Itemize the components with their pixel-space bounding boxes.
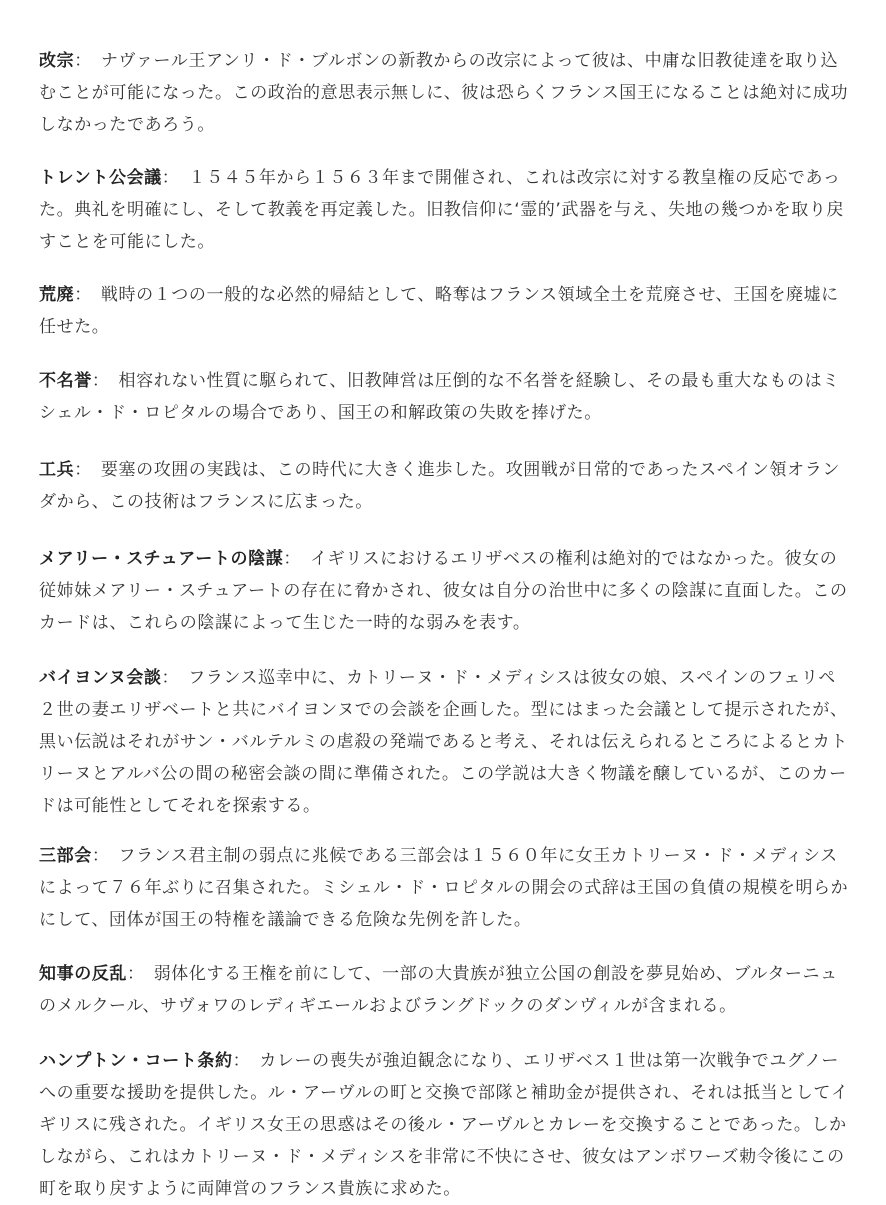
entry-description: フランス巡幸中に、カトリーヌ・ド・メディシスは彼女の娘、スペインのフェリペ２世の妻エリザベートと共にバイヨンヌでの会談を企画した。型にはまった会議として提示されたが、黒い伝説はそれがサン・バルテルミの虐殺の発端であると考え、それは伝えられるところによるとカトリーヌとアルバ公の間の秘密会談の間に準備された。この学説は大きく物議を醸しているが、このカードは可能性としてそれを探索する。 [39, 668, 848, 816]
entry-separator: ： [283, 549, 311, 569]
glossary-entry-engineers [39, 454, 851, 518]
entry-description: ナヴァール王アンリ・ド・ブルボンの新教からの改宗によって彼は、中庸な旧教徒達を取り込むことが可能になった。この政治的意思表示無しに、彼は恐らくフランス国王になることは絶対に成功しなかったであろう。 [39, 51, 849, 135]
entry-term: 三部会 [39, 846, 92, 866]
entry-description: １５４５年から１５６３年まで開催され、これは改宗に対する教皇権の反応であった。典礼を明確にし、そして教義を再定義した。旧教信仰に‘霊的’武器を与え、失地の幾つかを取り戻すことを可能にした。 [39, 168, 845, 252]
entry-description: 要塞の攻囲の実践は、この時代に大きく進歩した。攻囲戦が日常的であったスペイン領オランダから、この技術はフランスに広まった。 [39, 460, 840, 512]
glossary-entry-council-of-trent [39, 162, 851, 258]
entry-description: 戦時の１つの一般的な必然的帰結として、略奪はフランス領域全土を荒廃させ、王国を廃墟に任せた。 [39, 285, 839, 337]
entry-term: 荒廃 [39, 285, 75, 305]
glossary-entry-treaty-of-hampton-court [39, 1045, 851, 1205]
entry-term: バイヨンヌ会談 [39, 668, 162, 688]
glossary-entry-conversion [39, 45, 851, 141]
entry-separator: ： [91, 846, 119, 866]
entry-term: トレント公会議 [39, 168, 162, 188]
entry-term: 不名誉 [39, 371, 92, 391]
glossary-entry-disgrace [39, 365, 851, 429]
entry-separator: ： [74, 460, 101, 480]
entry-description: カレーの喪失が強迫観念になり、エリザベス１世は第一次戦争でユグノーへの重要な援助を提供した。ル・アーヴルの町と交換で部隊と補助金が提供され、それは抵当としてイギリスに残された。イギリス女王の思惑はその後ル・アーヴルとカレーを交換することであった。しかしながら、これはカトリーヌ・ド・メディシスを非常に不快にさせ、彼女はアンボワーズ勅令後にこの町を取り戻すように両陣営のフランス貴族に求めた。 [39, 1051, 849, 1199]
entry-description: 相容れない性質に駆られて、旧教陣営は圧倒的な不名誉を経験し、その最も重大なものはミシェル・ド・ロピタルの場合であり、国王の和解政策の失敗を捧げた。 [39, 371, 840, 423]
glossary-entry-devastation [39, 279, 851, 343]
entry-separator: ： [161, 668, 189, 688]
entry-term: 知事の反乱 [39, 964, 127, 984]
entry-description: フランス君主制の弱点に兆候である三部会は１５６０年に女王カトリーヌ・ド・メディシスによって７６年ぶりに召集された。ミシェル・ド・ロピタルの開会の式辞は王国の負債の規模を明らかにして、団体が国王の特権を議論できる危険な先例を許した。 [39, 846, 849, 930]
entry-separator: ： [161, 168, 189, 188]
glossary-entry-governors-revolt [39, 958, 851, 1022]
entry-term: 改宗 [39, 51, 75, 71]
glossary-entry-mary-stuart-plots [39, 543, 851, 639]
entry-term: 工兵 [39, 460, 75, 480]
entry-separator: ： [74, 51, 101, 71]
entry-description: イギリスにおけるエリザベスの権利は絶対的ではなかった。彼女の従姉妹メアリー・スチュアートの存在に脅かされ、彼女は自分の治世中に多くの陰謀に直面した。このカードは、これらの陰謀によって生じた一時的な弱みを表す。 [39, 549, 848, 633]
entry-description: 弱体化する王権を前にして、一部の大貴族が独立公国の創設を夢見始め、ブルターニュのメルクール、サヴォワのレディギエールおよびラングドックのダンヴィルが含まれる。 [39, 964, 838, 1016]
entry-separator: ： [74, 285, 101, 305]
entry-separator: ： [232, 1051, 260, 1071]
glossary-entry-bayonne-meeting [39, 662, 851, 822]
entry-separator: ： [91, 371, 119, 391]
glossary-entry-estates-general [39, 840, 851, 936]
entry-separator: ： [127, 964, 154, 984]
entry-term: メアリー・スチュアートの陰謀 [39, 549, 284, 569]
entry-term: ハンプトン・コート条約 [39, 1051, 233, 1071]
